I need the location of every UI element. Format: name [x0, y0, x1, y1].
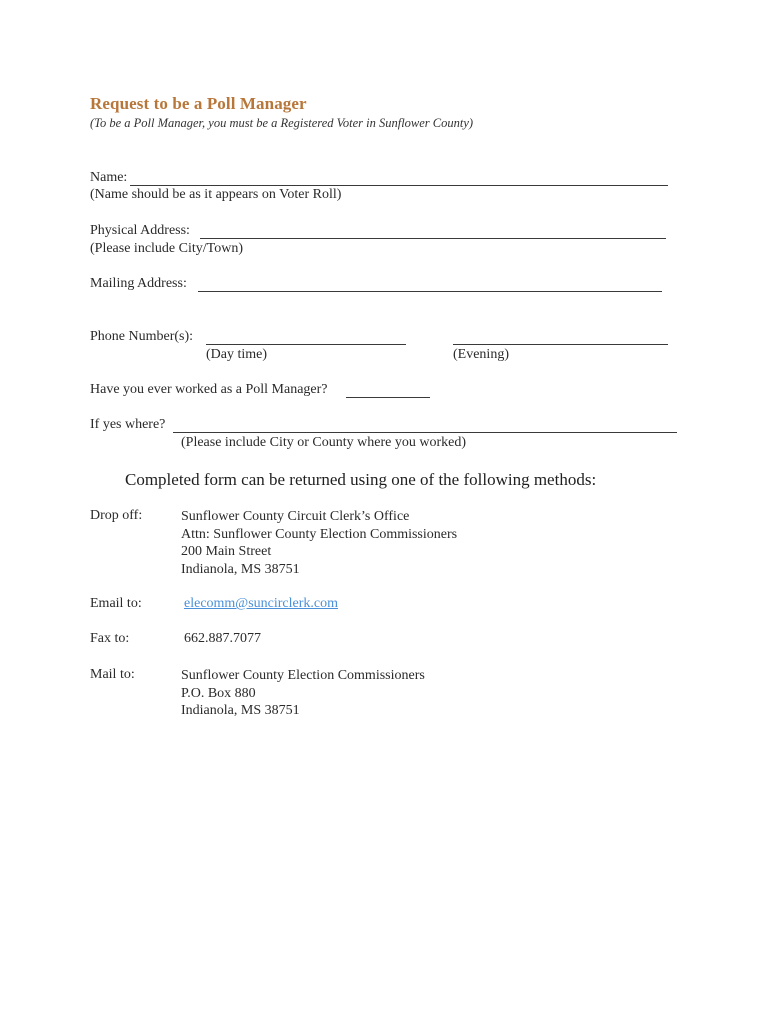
email-label: Email to:	[90, 596, 142, 611]
phone-day-field-line[interactable]	[206, 344, 406, 345]
where-label: If yes where?	[90, 417, 166, 432]
dropoff-label: Drop off:	[90, 508, 143, 523]
mail-label: Mail to:	[90, 667, 135, 682]
dropoff-line: Sunflower County Circuit Clerk’s Office	[181, 509, 410, 524]
mail-line: Indianola, MS 38751	[181, 703, 300, 718]
name-label: Name:	[90, 170, 128, 185]
page-title: Request to be a Poll Manager	[90, 94, 307, 113]
email-link[interactable]: elecomm@suncirclerk.com	[184, 596, 338, 611]
dropoff-line: Indianola, MS 38751	[181, 561, 300, 577]
phone-evening-note: (Evening)	[453, 347, 509, 362]
mail-line: Sunflower County Election Commissioners	[181, 668, 425, 683]
physical-address-note: (Please include City/Town)	[90, 241, 243, 256]
physical-address-field-line[interactable]	[200, 238, 666, 239]
worked-before-field-line[interactable]	[346, 397, 430, 398]
fax-label: Fax to:	[90, 631, 130, 646]
phone-label: Phone Number(s):	[90, 329, 194, 344]
phone-evening-field-line[interactable]	[453, 344, 668, 345]
return-methods-heading: Completed form can be returned using one of the following methods:	[125, 470, 597, 489]
where-note: (Please include City or County where you worked)	[181, 435, 466, 450]
where-field-line[interactable]	[173, 432, 677, 433]
mailing-address-label: Mailing Address:	[90, 276, 187, 291]
dropoff-address	[181, 508, 457, 578]
worked-before-label: Have you ever worked as a Poll Manager?	[90, 382, 328, 397]
page-subtitle: (To be a Poll Manager, you must be a Registered Voter in Sunflower County)	[90, 116, 474, 130]
mailing-address-field-line[interactable]	[198, 291, 662, 292]
physical-address-label: Physical Address:	[90, 223, 190, 238]
name-note: (Name should be as it appears on Voter Roll)	[90, 187, 342, 202]
mail-line: P.O. Box 880	[181, 685, 256, 701]
name-field-line[interactable]	[130, 185, 668, 186]
mail-address	[181, 667, 425, 720]
dropoff-line: Attn: Sunflower County Election Commissioners	[181, 526, 458, 542]
fax-number: 662.887.7077	[184, 631, 261, 646]
dropoff-line: 200 Main Street	[181, 544, 272, 559]
phone-day-note: (Day time)	[206, 347, 268, 362]
